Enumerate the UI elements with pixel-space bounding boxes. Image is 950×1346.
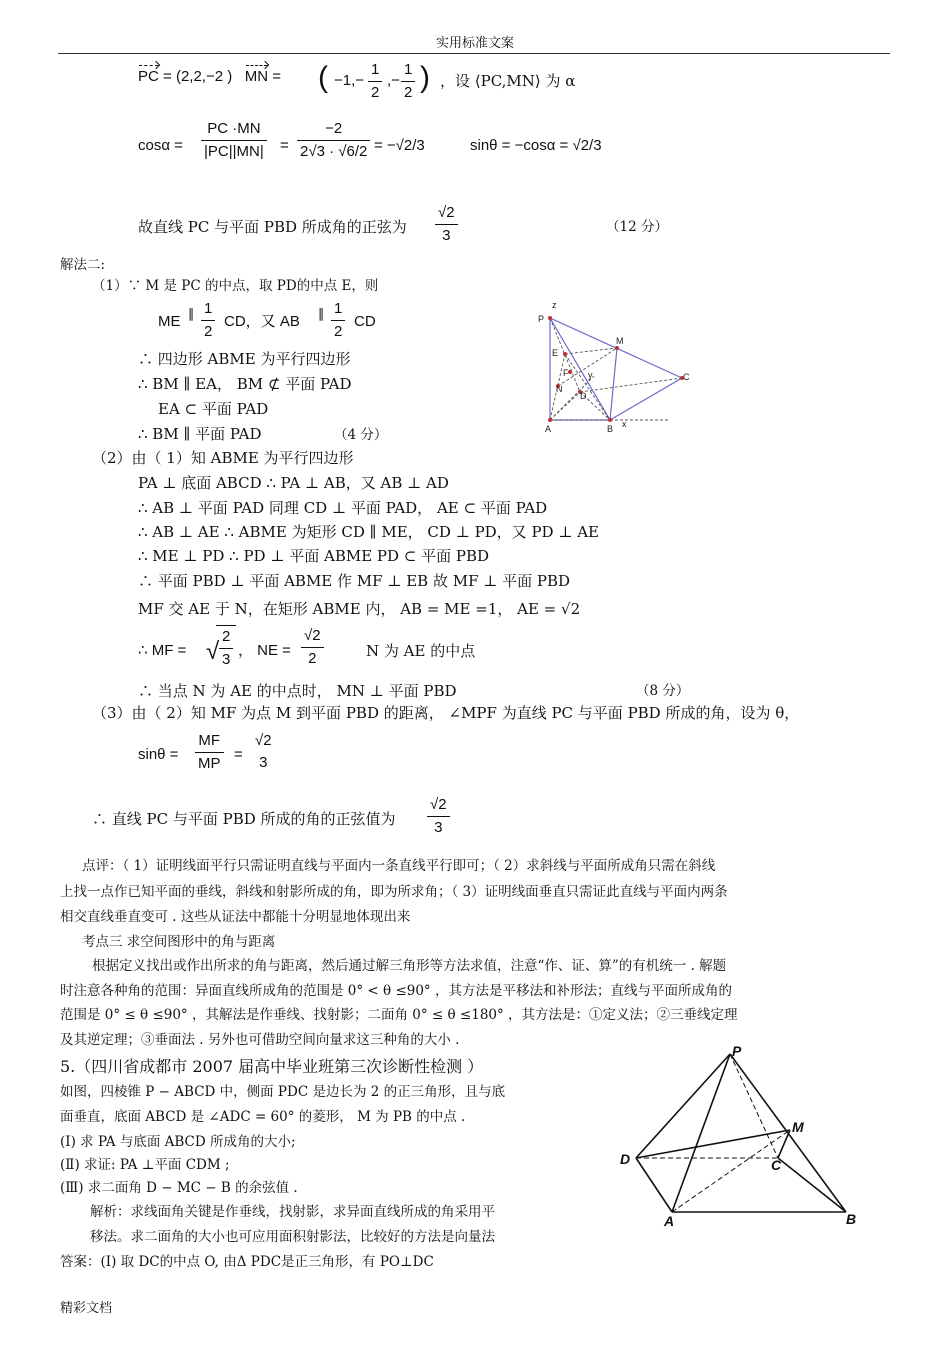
- cos-fraction: [198, 118, 270, 163]
- vector-mn: MN: [244, 68, 269, 85]
- part2-line4: ∴ AB ⊥ AE ∴ ABME 为矩形 CD ∥ ME， CD ⊥ PD，又 PD ⊥ AE: [138, 523, 599, 541]
- label-b: B: [607, 424, 614, 434]
- part2-line7: MF 交 AE 于 N，在矩形 ABME 内， AB = ME =1， AE = √2: [138, 600, 581, 618]
- mf-sqrt-den: 3: [222, 651, 231, 668]
- label-a: A: [545, 424, 552, 434]
- sin-theta-value-num: √2: [255, 732, 272, 749]
- label-a: A: [664, 1213, 675, 1228]
- label-c: C: [683, 372, 690, 382]
- label-m: M: [792, 1119, 804, 1135]
- mn-frac-2: [398, 59, 418, 104]
- point-f: [568, 370, 572, 374]
- point-m: [615, 346, 619, 350]
- label-n: N: [556, 384, 563, 394]
- problem5-q3: (Ⅲ) 求二面角 D − MC − B 的余弦值 .: [60, 1180, 298, 1196]
- part3-conclusion-den: 3: [434, 819, 443, 836]
- pyramid-problem5-figure: [618, 1044, 864, 1228]
- comment-line3: 相交直线垂直变可 . 这些从证法中都能十分明显地体现出来: [60, 909, 411, 925]
- sin-line: sinθ = −cosα = √2/3: [470, 137, 602, 154]
- mn-frac-2-den: 2: [404, 84, 413, 101]
- point-p: [548, 316, 552, 320]
- conclusion-1-den: 3: [442, 227, 451, 244]
- problem5-analysis2: 移法。求二面角的大小也可应用面积射影法，比较好的方法是向量法: [90, 1229, 495, 1245]
- half-2-den: 2: [334, 323, 343, 340]
- part1-half-2: [328, 298, 348, 343]
- part1-me: ME: [158, 313, 181, 330]
- part1-half-1: [198, 298, 218, 343]
- conclusion-1-frac: [432, 202, 461, 247]
- edge-pa: [672, 1054, 730, 1212]
- mn-frac-1: [365, 59, 385, 104]
- cos-num: PC ·MN: [201, 118, 267, 141]
- label-c: C: [771, 1157, 782, 1173]
- conclusion-1-num: √2: [435, 202, 458, 225]
- cos-mid-num: −2: [297, 118, 370, 141]
- part3-conclusion-frac: [424, 794, 453, 839]
- mf-sqrt-frac: [216, 625, 236, 671]
- cos-rhs: = −√2/3: [374, 137, 425, 154]
- segment-eb: [565, 354, 610, 420]
- vector-mn-eq: =: [272, 68, 282, 85]
- problem5-q1: (Ⅰ) 求 PA 与底面 ABCD 所成角的大小;: [60, 1134, 296, 1150]
- label-m: M: [616, 336, 624, 346]
- sin-theta-frac: [192, 730, 227, 775]
- angle-def: ，设 ⟨PC,MN⟩ 为 α: [440, 72, 576, 90]
- mn-frac-2-num: 1: [401, 59, 415, 82]
- vector-pc: PC: [138, 68, 159, 85]
- edge-pd: [636, 1054, 730, 1158]
- sin-theta-den: MP: [198, 755, 221, 772]
- part1-line3: ∴ 四边形 ABME 为平行四边形: [138, 350, 351, 368]
- topic-line2: 时注意各种角的范围：异面直线所成角的范围是 0° < θ ≤90° ，其方法是平移法和补形法；直线与平面所成角的: [60, 983, 732, 999]
- problem5-text1: 如图，四棱锥 P − ABCD 中，侧面 PDC 是边长为 2 的正三角形，且与底: [60, 1084, 506, 1100]
- paren-open: (: [318, 61, 328, 94]
- topic-line1: 根据定义找出或作出所求的角与距离，然后通过解三角形等方法求值，注意“作、证、算”的有机统一 . 解题: [92, 958, 727, 974]
- part3-conclusion: ∴ 直线 PC 与平面 PBD 所成的角的正弦值为: [92, 810, 396, 828]
- half-1-den: 2: [204, 323, 213, 340]
- vector-pc-value: = (2,2,−2 ): [163, 68, 233, 85]
- problem5-title: 5.（四川省成都市 2007 届高中毕业班第三次诊断性检测 ）: [60, 1057, 484, 1076]
- edge-pb: [550, 318, 610, 420]
- part1-line1: （1）∵ M 是 PC 的中点，取 PD的中点 E，则: [92, 278, 379, 294]
- score-12: （12 分）: [606, 219, 668, 235]
- edge-dc: [580, 378, 682, 392]
- ne-lhs: ， NE =: [238, 642, 291, 659]
- sin-theta-eq: =: [234, 746, 243, 763]
- sin-theta-num: MF: [195, 730, 224, 753]
- part3-line1: （3）由（ 2）知 MF 为点 M 到平面 PBD 的距离， ∠MPF 为直线 PC 与平面 PBD 所成的角，设为 θ，: [92, 704, 800, 722]
- ne-frac: [298, 625, 327, 670]
- sin-theta-value: [249, 730, 278, 774]
- vector-line: [138, 68, 281, 86]
- part2-line6: ∴ 平面 PBD ⊥ 平面 ABME 作 MF ⊥ EB 故 MF ⊥ 平面 PBD: [138, 572, 571, 590]
- part1-line6: ∴ BM ∥ 平面 PAD: [138, 425, 262, 443]
- part2-line1: （2）由（ 1）知 ABME 为平行四边形: [92, 449, 354, 467]
- problem5-q2: (Ⅱ) 求证: PA ⊥平面 CDM ;: [60, 1157, 230, 1173]
- part1-cd: CD: [354, 313, 376, 330]
- topic-line4: 及其逆定理；③垂面法 . 另外也可借助空间向量求这三种角的大小 .: [60, 1032, 460, 1048]
- cos-lhs: cosα =: [138, 137, 183, 154]
- point-b: [608, 418, 612, 422]
- cos-mid-fraction: [294, 118, 373, 163]
- ne-num: √2: [301, 625, 324, 648]
- label-p: P: [538, 314, 545, 324]
- method-two-title: 解法二:: [60, 257, 106, 273]
- label-x: x: [622, 419, 627, 429]
- problem5-analysis1: 解析：求线面角关键是作垂线，找射影，求异面直线所成的角采用平: [90, 1204, 495, 1220]
- pyramid-coordinate-figure: [530, 296, 700, 436]
- edge-da: [636, 1158, 672, 1212]
- parallel-equal-sign-2: ∥: [318, 306, 325, 321]
- problem5-answer: 答案：(I) 取 DC的中点 O, 由Δ PDC是正三角形，有 PO⊥DC: [60, 1254, 434, 1270]
- label-d: D: [580, 391, 587, 401]
- part3-conclusion-num: √2: [427, 794, 450, 817]
- part1-line5: EA ⊂ 平面 PAD: [158, 400, 269, 418]
- half-1-num: 1: [201, 298, 215, 321]
- paren-close: ): [420, 61, 430, 94]
- point-e: [563, 352, 567, 356]
- cos-eq: =: [280, 137, 289, 154]
- part2-line2: PA ⊥ 底面 ABCD ∴ PA ⊥ AB，又 AB ⊥ AD: [138, 474, 449, 492]
- label-d: D: [620, 1151, 631, 1167]
- mn-frac-1-den: 2: [371, 84, 380, 101]
- header-rule: [58, 53, 890, 54]
- edge-bm: [610, 348, 617, 420]
- problem5-text2: 面垂直，底面 ABCD 是 ∠ADC = 60° 的菱形， M 为 PB 的中点 .: [60, 1109, 466, 1125]
- label-z: z: [552, 300, 557, 310]
- sqrt-sign: √: [206, 638, 220, 665]
- topic-line3: 范围是 0° ≤ θ ≤90° ，其解法是作垂线、找射影；二面角 0° ≤ θ ≤180° ，其方法是：①定义法；②三垂线定理: [60, 1007, 738, 1023]
- mn-components-1: −1,−: [334, 72, 365, 89]
- sin-theta-lhs: sinθ =: [138, 746, 179, 763]
- mf-lhs: ∴ MF =: [138, 642, 187, 659]
- half-2-num: 1: [331, 298, 345, 321]
- topic-three-title: 考点三 求空间图形中的角与距离: [82, 934, 276, 950]
- part2-line9: ∴ 当点 N 为 AE 的中点时， MN ⊥ 平面 PBD: [138, 682, 457, 700]
- part2-line3: ∴ AB ⊥ 平面 PAD 同理 CD ⊥ 平面 PAD， AE ⊂ 平面 PAD: [138, 499, 548, 517]
- cos-mid-den: 2√3 · √6/2: [300, 143, 368, 160]
- axis-y: [550, 376, 594, 420]
- point-a: [548, 418, 552, 422]
- page-footer: 精彩文档: [60, 1301, 113, 1316]
- conclusion-1: 故直线 PC 与平面 PBD 所成角的正弦为: [138, 218, 407, 236]
- mn-components-2: ,−: [387, 72, 400, 89]
- mf-sqrt-num: 2: [219, 626, 233, 649]
- parallel-equal-sign-1: ∥: [188, 306, 195, 321]
- part2-line5: ∴ ME ⊥ PD ∴ PD ⊥ 平面 ABME PD ⊂ 平面 PBD: [138, 547, 490, 565]
- sin-theta-value-den: 3: [259, 754, 268, 771]
- cos-den: |PC||MN|: [204, 143, 264, 160]
- label-e: E: [552, 348, 559, 358]
- edge-pc: [730, 1054, 778, 1158]
- label-b: B: [846, 1211, 857, 1227]
- comment-line2: 上找一点作已知平面的垂线，斜线和射影所成的角，即为所求角；（ 3）证明线面垂直只需证此直线与平面内两条: [60, 884, 728, 900]
- n-midpoint: N 为 AE 的中点: [366, 642, 476, 660]
- score-8: （8 分）: [636, 683, 690, 699]
- mn-frac-1-num: 1: [368, 59, 382, 82]
- label-f: F: [563, 368, 569, 378]
- comment-line1: 点评：（ 1）证明线面平行只需证明直线与平面内一条直线平行即可；（ 2）求斜线与平面所成角只需在斜线: [82, 858, 716, 874]
- page-header: 实用标准文案: [435, 36, 514, 51]
- ne-den: 2: [308, 650, 317, 667]
- label-y: y: [588, 370, 593, 380]
- score-4: （4 分）: [334, 427, 388, 443]
- part1-line4: ∴ BM ∥ EA， BM ⊄ 平面 PAD: [138, 375, 352, 393]
- edge-bc: [610, 378, 682, 420]
- part1-cd-ab: CD，又 AB: [224, 313, 300, 330]
- label-p: P: [732, 1044, 742, 1059]
